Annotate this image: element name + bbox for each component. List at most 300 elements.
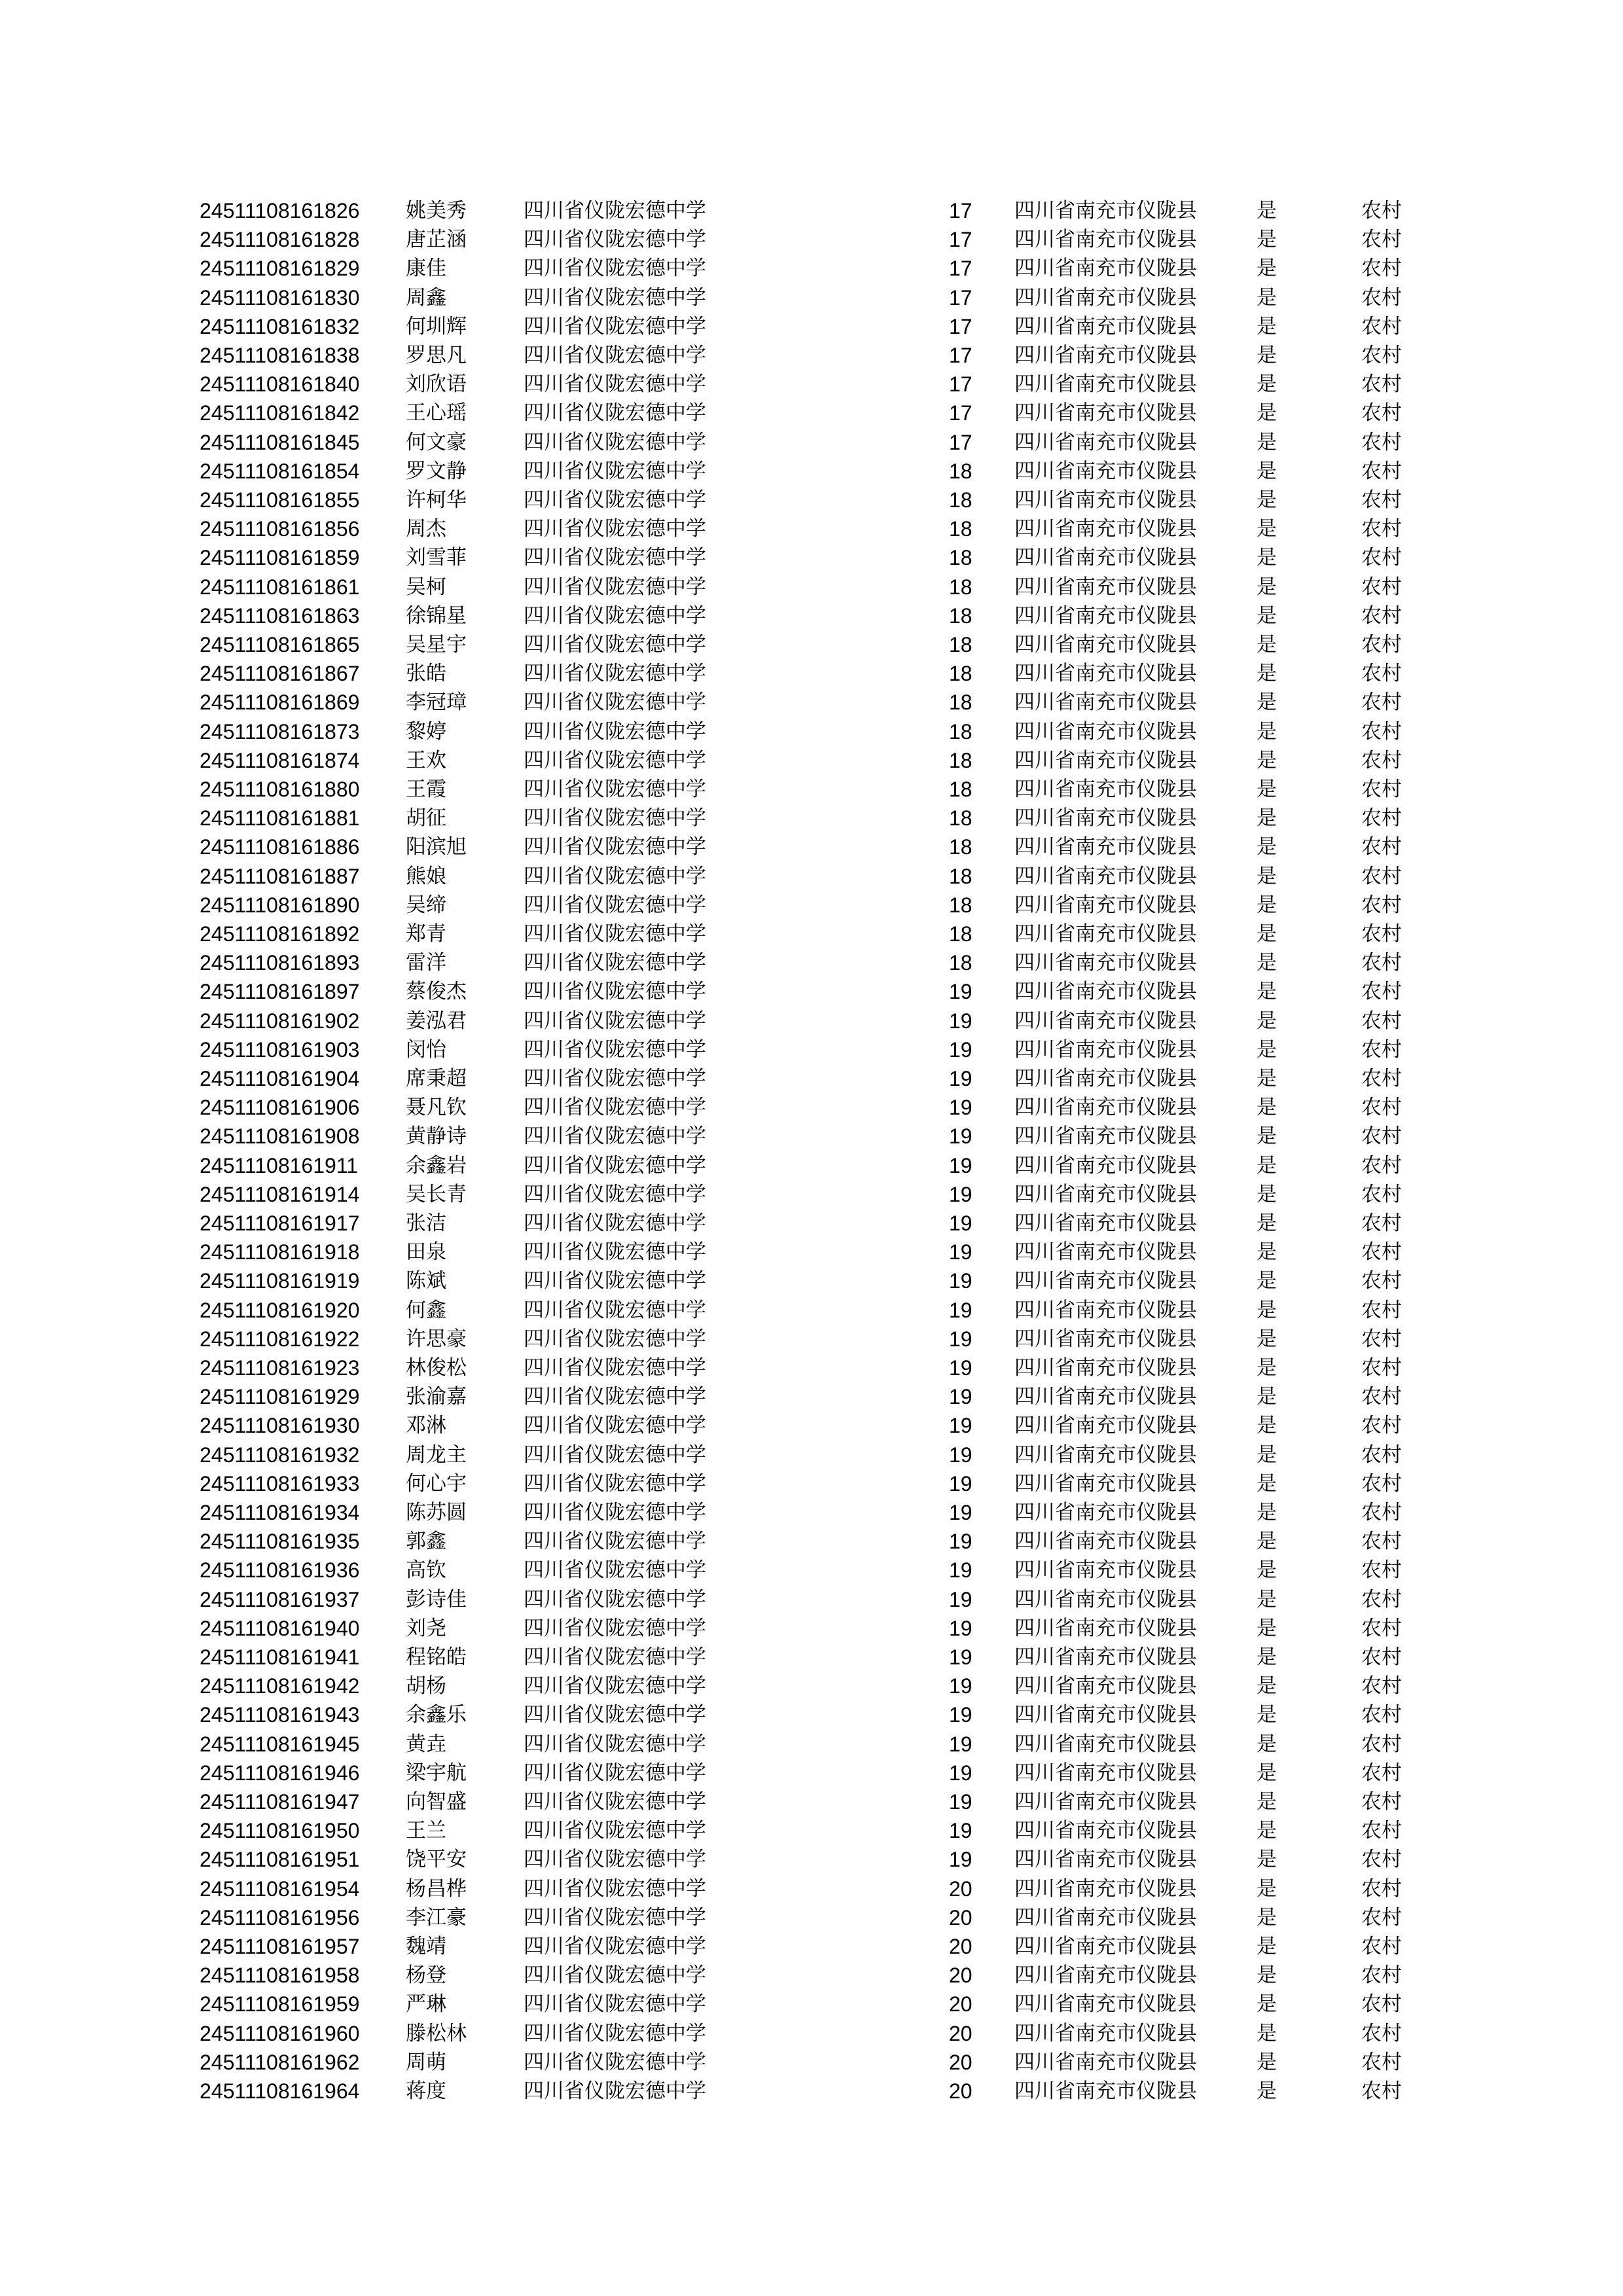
area-cell: 农村 (1361, 1790, 1402, 1814)
region-cell: 四川省南充市仪陇县 (1014, 1732, 1197, 1756)
region-cell: 四川省南充市仪陇县 (1014, 199, 1197, 223)
age-cell: 20 (949, 2050, 972, 2074)
region-cell: 四川省南充市仪陇县 (1014, 1501, 1197, 1524)
age-cell: 18 (949, 835, 972, 859)
flag-cell: 是 (1257, 1037, 1277, 1062)
student-name-cell: 王心瑶 (406, 401, 467, 425)
region-cell: 四川省南充市仪陇县 (1014, 662, 1197, 686)
student-name-cell: 林俊松 (406, 1356, 467, 1380)
student-name-cell: 胡杨 (406, 1674, 446, 1698)
flag-cell: 是 (1257, 806, 1277, 831)
student-id-cell: 24511108161840 (200, 372, 360, 397)
school-cell: 四川省仪陇宏德中学 (524, 546, 706, 570)
student-id-cell: 24511108161945 (200, 1732, 360, 1756)
age-cell: 19 (949, 980, 972, 1004)
student-id-cell: 24511108161951 (200, 1848, 360, 1872)
student-name-cell: 余鑫岩 (406, 1153, 467, 1177)
school-cell: 四川省仪陇宏德中学 (524, 748, 706, 772)
flag-cell: 是 (1257, 1558, 1277, 1583)
student-id-cell: 24511108161936 (200, 1558, 360, 1583)
flag-cell: 是 (1257, 1124, 1277, 1149)
school-cell: 四川省仪陇宏德中学 (524, 1501, 706, 1524)
age-cell: 19 (949, 1356, 972, 1380)
table-row (0, 457, 1623, 486)
age-cell: 19 (949, 1414, 972, 1438)
flag-cell: 是 (1257, 1385, 1277, 1409)
region-cell: 四川省南充市仪陇县 (1014, 922, 1197, 946)
region-cell: 四川省南充市仪陇县 (1014, 285, 1197, 310)
age-cell: 19 (949, 1587, 972, 1611)
flag-cell: 是 (1257, 285, 1277, 310)
area-cell: 农村 (1361, 835, 1402, 859)
flag-cell: 是 (1257, 1356, 1277, 1380)
student-id-cell: 24511108161920 (200, 1298, 360, 1322)
school-cell: 四川省仪陇宏德中学 (524, 1616, 706, 1640)
student-name-cell: 黄垚 (406, 1732, 446, 1756)
table-row (0, 1816, 1623, 1845)
student-name-cell: 姜泓君 (406, 1009, 467, 1033)
region-cell: 四川省南充市仪陇县 (1014, 1211, 1197, 1235)
age-cell: 19 (949, 1096, 972, 1120)
age-cell: 17 (949, 401, 972, 425)
area-cell: 农村 (1361, 778, 1402, 801)
flag-cell: 是 (1257, 2079, 1277, 2103)
student-name-cell: 黎婷 (406, 719, 446, 744)
area-cell: 农村 (1361, 1530, 1402, 1554)
school-cell: 四川省仪陇宏德中学 (524, 1471, 706, 1496)
student-id-cell: 24511108161911 (200, 1153, 359, 1177)
student-id-cell: 24511108161940 (200, 1616, 360, 1640)
student-id-cell: 24511108161932 (200, 1443, 360, 1467)
table-row (0, 1730, 1623, 1759)
region-cell: 四川省南充市仪陇县 (1014, 401, 1197, 425)
region-cell: 四川省南充市仪陇县 (1014, 691, 1197, 715)
age-cell: 19 (949, 1269, 972, 1293)
age-cell: 17 (949, 430, 972, 454)
area-cell: 农村 (1361, 314, 1402, 338)
region-cell: 四川省南充市仪陇县 (1014, 1964, 1197, 1988)
school-cell: 四川省仪陇宏德中学 (524, 922, 706, 946)
school-cell: 四川省仪陇宏德中学 (524, 980, 706, 1004)
region-cell: 四川省南充市仪陇县 (1014, 1819, 1197, 1843)
student-id-cell: 24511108161903 (200, 1037, 360, 1062)
student-name-cell: 吴柯 (406, 575, 446, 599)
region-cell: 四川省南充市仪陇县 (1014, 1471, 1197, 1496)
region-cell: 四川省南充市仪陇县 (1014, 1037, 1197, 1062)
school-cell: 四川省仪陇宏德中学 (524, 951, 706, 975)
student-name-cell: 周萌 (406, 2050, 446, 2074)
table-row (0, 1180, 1623, 1209)
student-id-cell: 24511108161873 (200, 719, 360, 744)
flag-cell: 是 (1257, 1269, 1277, 1293)
student-name-cell: 王霞 (406, 778, 446, 801)
student-id-cell: 24511108161904 (200, 1067, 360, 1090)
flag-cell: 是 (1257, 1905, 1277, 1929)
age-cell: 19 (949, 1009, 972, 1033)
region-cell: 四川省南充市仪陇县 (1014, 517, 1197, 541)
region-cell: 四川省南充市仪陇县 (1014, 1790, 1197, 1814)
area-cell: 农村 (1361, 1876, 1402, 1901)
region-cell: 四川省南充市仪陇县 (1014, 1558, 1197, 1583)
student-id-cell: 24511108161826 (200, 199, 360, 223)
flag-cell: 是 (1257, 1819, 1277, 1843)
student-name-cell: 陈苏圆 (406, 1501, 467, 1524)
flag-cell: 是 (1257, 1732, 1277, 1756)
region-cell: 四川省南充市仪陇县 (1014, 1905, 1197, 1929)
area-cell: 农村 (1361, 401, 1402, 425)
age-cell: 18 (949, 691, 972, 715)
school-cell: 四川省仪陇宏德中学 (524, 1530, 706, 1554)
table-row (0, 1441, 1623, 1469)
school-cell: 四川省仪陇宏德中学 (524, 1211, 706, 1235)
student-id-cell: 24511108161943 (200, 1703, 360, 1727)
student-id-cell: 24511108161954 (200, 1876, 360, 1901)
school-cell: 四川省仪陇宏德中学 (524, 719, 706, 744)
flag-cell: 是 (1257, 633, 1277, 656)
student-name-cell: 许思豪 (406, 1327, 467, 1351)
student-id-cell: 24511108161941 (200, 1645, 360, 1669)
area-cell: 农村 (1361, 1674, 1402, 1698)
table-row (0, 1527, 1623, 1556)
area-cell: 农村 (1361, 1240, 1402, 1265)
school-cell: 四川省仪陇宏德中学 (524, 575, 706, 599)
school-cell: 四川省仪陇宏德中学 (524, 691, 706, 715)
age-cell: 19 (949, 1385, 972, 1409)
region-cell: 四川省南充市仪陇县 (1014, 1327, 1197, 1351)
student-id-cell: 24511108161950 (200, 1819, 360, 1843)
table-row (0, 1296, 1623, 1325)
area-cell: 农村 (1361, 228, 1402, 252)
student-id-cell: 24511108161923 (200, 1356, 360, 1380)
student-name-cell: 彭诗佳 (406, 1587, 467, 1611)
student-name-cell: 李江豪 (406, 1905, 467, 1929)
student-name-cell: 郭鑫 (406, 1530, 446, 1554)
area-cell: 农村 (1361, 344, 1402, 367)
age-cell: 20 (949, 2079, 972, 2103)
table-row (0, 1093, 1623, 1122)
student-id-cell: 24511108161947 (200, 1790, 360, 1814)
table-row (0, 1759, 1623, 1787)
school-cell: 四川省仪陇宏德中学 (524, 517, 706, 541)
area-cell: 农村 (1361, 1327, 1402, 1351)
flag-cell: 是 (1257, 1501, 1277, 1524)
student-name-cell: 阳滨旭 (406, 835, 467, 859)
region-cell: 四川省南充市仪陇县 (1014, 1616, 1197, 1640)
school-cell: 四川省仪陇宏德中学 (524, 1096, 706, 1120)
area-cell: 农村 (1361, 603, 1402, 628)
student-name-cell: 邓淋 (406, 1414, 446, 1438)
student-id-cell: 24511108161874 (200, 748, 360, 772)
area-cell: 农村 (1361, 199, 1402, 223)
flag-cell: 是 (1257, 1327, 1277, 1351)
table-row (0, 1874, 1623, 1903)
area-cell: 农村 (1361, 893, 1402, 917)
region-cell: 四川省南充市仪陇县 (1014, 1443, 1197, 1467)
school-cell: 四川省仪陇宏德中学 (524, 1645, 706, 1669)
flag-cell: 是 (1257, 1935, 1277, 1958)
student-name-cell: 陈斌 (406, 1269, 446, 1293)
area-cell: 农村 (1361, 1761, 1402, 1785)
area-cell: 农村 (1361, 1009, 1402, 1033)
student-id-cell: 24511108161829 (200, 257, 360, 281)
student-id-cell: 24511108161958 (200, 1964, 360, 1988)
area-cell: 农村 (1361, 1992, 1402, 2017)
flag-cell: 是 (1257, 1414, 1277, 1438)
region-cell: 四川省南充市仪陇县 (1014, 951, 1197, 975)
student-name-cell: 何鑫 (406, 1298, 446, 1322)
table-row (0, 283, 1623, 312)
flag-cell: 是 (1257, 199, 1277, 223)
age-cell: 18 (949, 488, 972, 512)
table-row (0, 370, 1623, 399)
student-id-cell: 24511108161856 (200, 517, 360, 541)
school-cell: 四川省仪陇宏德中学 (524, 488, 706, 512)
student-id-cell: 24511108161865 (200, 633, 360, 656)
school-cell: 四川省仪陇宏德中学 (524, 459, 706, 483)
region-cell: 四川省南充市仪陇县 (1014, 835, 1197, 859)
school-cell: 四川省仪陇宏德中学 (524, 1414, 706, 1438)
table-row (0, 1556, 1623, 1585)
student-id-cell: 24511108161902 (200, 1009, 360, 1033)
student-id-cell: 24511108161859 (200, 546, 360, 570)
region-cell: 四川省南充市仪陇县 (1014, 1096, 1197, 1120)
age-cell: 18 (949, 662, 972, 686)
area-cell: 农村 (1361, 1645, 1402, 1669)
region-cell: 四川省南充市仪陇县 (1014, 1587, 1197, 1611)
age-cell: 20 (949, 1964, 972, 1988)
age-cell: 20 (949, 2021, 972, 2045)
flag-cell: 是 (1257, 1848, 1277, 1872)
region-cell: 四川省南充市仪陇县 (1014, 2079, 1197, 2103)
area-cell: 农村 (1361, 1096, 1402, 1120)
flag-cell: 是 (1257, 1876, 1277, 1901)
flag-cell: 是 (1257, 980, 1277, 1004)
student-name-cell: 何圳辉 (406, 314, 467, 338)
student-id-cell: 24511108161959 (200, 1992, 360, 2017)
table-row (0, 428, 1623, 457)
flag-cell: 是 (1257, 1964, 1277, 1988)
age-cell: 18 (949, 778, 972, 801)
student-id-cell: 24511108161897 (200, 980, 360, 1004)
flag-cell: 是 (1257, 1211, 1277, 1235)
student-name-cell: 聂凡钦 (406, 1096, 467, 1120)
region-cell: 四川省南充市仪陇县 (1014, 1992, 1197, 2017)
age-cell: 17 (949, 228, 972, 252)
region-cell: 四川省南充市仪陇县 (1014, 748, 1197, 772)
table-row (0, 1266, 1623, 1295)
age-cell: 20 (949, 1876, 972, 1901)
area-cell: 农村 (1361, 1443, 1402, 1467)
age-cell: 19 (949, 1790, 972, 1814)
school-cell: 四川省仪陇宏德中学 (524, 1356, 706, 1380)
table-row (0, 312, 1623, 341)
area-cell: 农村 (1361, 806, 1402, 831)
region-cell: 四川省南充市仪陇县 (1014, 864, 1197, 888)
student-id-cell: 24511108161962 (200, 2050, 360, 2074)
area-cell: 农村 (1361, 1153, 1402, 1177)
flag-cell: 是 (1257, 922, 1277, 946)
area-cell: 农村 (1361, 864, 1402, 888)
region-cell: 四川省南充市仪陇县 (1014, 719, 1197, 744)
student-id-cell: 24511108161867 (200, 662, 360, 686)
flag-cell: 是 (1257, 1182, 1277, 1206)
student-id-cell: 24511108161918 (200, 1240, 360, 1265)
flag-cell: 是 (1257, 1761, 1277, 1785)
age-cell: 18 (949, 719, 972, 744)
school-cell: 四川省仪陇宏德中学 (524, 1269, 706, 1293)
region-cell: 四川省南充市仪陇县 (1014, 257, 1197, 281)
school-cell: 四川省仪陇宏德中学 (524, 1935, 706, 1958)
student-id-cell: 24511108161842 (200, 401, 360, 425)
area-cell: 农村 (1361, 1703, 1402, 1727)
area-cell: 农村 (1361, 1848, 1402, 1872)
age-cell: 19 (949, 1124, 972, 1149)
table-row (0, 1411, 1623, 1440)
school-cell: 四川省仪陇宏德中学 (524, 1558, 706, 1583)
table-row (0, 977, 1623, 1006)
region-cell: 四川省南充市仪陇县 (1014, 228, 1197, 252)
flag-cell: 是 (1257, 1471, 1277, 1496)
student-name-cell: 熊娘 (406, 864, 446, 888)
student-name-cell: 梁宇航 (406, 1761, 467, 1785)
school-cell: 四川省仪陇宏德中学 (524, 864, 706, 888)
table-row (0, 573, 1623, 601)
area-cell: 农村 (1361, 1414, 1402, 1438)
area-cell: 农村 (1361, 633, 1402, 656)
region-cell: 四川省南充市仪陇县 (1014, 1153, 1197, 1177)
student-id-cell: 24511108161935 (200, 1530, 360, 1554)
region-cell: 四川省南充市仪陇县 (1014, 575, 1197, 599)
student-name-cell: 饶平安 (406, 1848, 467, 1872)
area-cell: 农村 (1361, 1211, 1402, 1235)
student-name-cell: 杨登 (406, 1964, 446, 1988)
student-id-cell: 24511108161919 (200, 1269, 360, 1293)
student-id-cell: 24511108161892 (200, 922, 360, 946)
student-id-cell: 24511108161906 (200, 1096, 360, 1120)
table-row (0, 1672, 1623, 1700)
student-id-cell: 24511108161861 (200, 575, 360, 599)
age-cell: 19 (949, 1240, 972, 1265)
table-row (0, 659, 1623, 688)
flag-cell: 是 (1257, 864, 1277, 888)
flag-cell: 是 (1257, 748, 1277, 772)
school-cell: 四川省仪陇宏德中学 (524, 1992, 706, 2017)
school-cell: 四川省仪陇宏德中学 (524, 199, 706, 223)
region-cell: 四川省南充市仪陇县 (1014, 430, 1197, 454)
area-cell: 农村 (1361, 1501, 1402, 1524)
student-name-cell: 蔡俊杰 (406, 980, 467, 1004)
area-cell: 农村 (1361, 285, 1402, 310)
school-cell: 四川省仪陇宏德中学 (524, 372, 706, 397)
area-cell: 农村 (1361, 1732, 1402, 1756)
table-row (0, 1122, 1623, 1151)
table-row (0, 1151, 1623, 1180)
flag-cell: 是 (1257, 1992, 1277, 2017)
area-cell: 农村 (1361, 546, 1402, 570)
flag-cell: 是 (1257, 835, 1277, 859)
region-cell: 四川省南充市仪陇县 (1014, 1124, 1197, 1149)
student-name-cell: 张皓 (406, 662, 446, 686)
student-name-cell: 刘雪菲 (406, 546, 467, 570)
student-name-cell: 吴缔 (406, 893, 446, 917)
table-row (0, 746, 1623, 775)
student-name-cell: 张渝嘉 (406, 1385, 467, 1409)
age-cell: 17 (949, 314, 972, 338)
table-row (0, 1007, 1623, 1035)
school-cell: 四川省仪陇宏德中学 (524, 1732, 706, 1756)
flag-cell: 是 (1257, 2050, 1277, 2074)
flag-cell: 是 (1257, 1645, 1277, 1669)
school-cell: 四川省仪陇宏德中学 (524, 285, 706, 310)
school-cell: 四川省仪陇宏德中学 (524, 1009, 706, 1033)
age-cell: 20 (949, 1905, 972, 1929)
region-cell: 四川省南充市仪陇县 (1014, 1356, 1197, 1380)
student-id-cell: 24511108161917 (200, 1211, 360, 1235)
area-cell: 农村 (1361, 1964, 1402, 1988)
region-cell: 四川省南充市仪陇县 (1014, 1385, 1197, 1409)
table-row (0, 1064, 1623, 1093)
age-cell: 18 (949, 864, 972, 888)
student-name-cell: 王欢 (406, 748, 446, 772)
age-cell: 18 (949, 922, 972, 946)
school-cell: 四川省仪陇宏德中学 (524, 662, 706, 686)
school-cell: 四川省仪陇宏德中学 (524, 1964, 706, 1988)
flag-cell: 是 (1257, 662, 1277, 686)
student-name-cell: 高钦 (406, 1558, 446, 1583)
table-row (0, 1585, 1623, 1614)
area-cell: 农村 (1361, 1616, 1402, 1640)
table-row (0, 601, 1623, 630)
age-cell: 19 (949, 1616, 972, 1640)
table-row (0, 862, 1623, 891)
flag-cell: 是 (1257, 1298, 1277, 1322)
school-cell: 四川省仪陇宏德中学 (524, 1327, 706, 1351)
student-name-cell: 王兰 (406, 1819, 446, 1843)
student-id-cell: 24511108161956 (200, 1905, 360, 1929)
region-cell: 四川省南充市仪陇县 (1014, 1298, 1197, 1322)
area-cell: 农村 (1361, 748, 1402, 772)
flag-cell: 是 (1257, 228, 1277, 252)
school-cell: 四川省仪陇宏德中学 (524, 2021, 706, 2045)
student-name-cell: 刘欣语 (406, 372, 467, 397)
student-name-cell: 蒋度 (406, 2079, 446, 2103)
student-name-cell: 周龙主 (406, 1443, 467, 1467)
table-row (0, 2019, 1623, 2048)
flag-cell: 是 (1257, 546, 1277, 570)
area-cell: 农村 (1361, 1356, 1402, 1380)
student-name-cell: 黄静诗 (406, 1124, 467, 1149)
table-row (0, 1903, 1623, 1932)
student-id-cell: 24511108161946 (200, 1761, 360, 1785)
school-cell: 四川省仪陇宏德中学 (524, 1905, 706, 1929)
student-id-cell: 24511108161937 (200, 1587, 360, 1611)
age-cell: 19 (949, 1037, 972, 1062)
student-name-cell: 周鑫 (406, 285, 446, 310)
school-cell: 四川省仪陇宏德中学 (524, 1153, 706, 1177)
school-cell: 四川省仪陇宏德中学 (524, 1876, 706, 1901)
flag-cell: 是 (1257, 1703, 1277, 1727)
flag-cell: 是 (1257, 575, 1277, 599)
student-name-cell: 何心宇 (406, 1471, 467, 1496)
student-name-cell: 刘尧 (406, 1616, 446, 1640)
area-cell: 农村 (1361, 719, 1402, 744)
region-cell: 四川省南充市仪陇县 (1014, 459, 1197, 483)
age-cell: 18 (949, 603, 972, 628)
region-cell: 四川省南充市仪陇县 (1014, 1269, 1197, 1293)
region-cell: 四川省南充市仪陇县 (1014, 1182, 1197, 1206)
region-cell: 四川省南充市仪陇县 (1014, 1009, 1197, 1033)
age-cell: 19 (949, 1848, 972, 1872)
